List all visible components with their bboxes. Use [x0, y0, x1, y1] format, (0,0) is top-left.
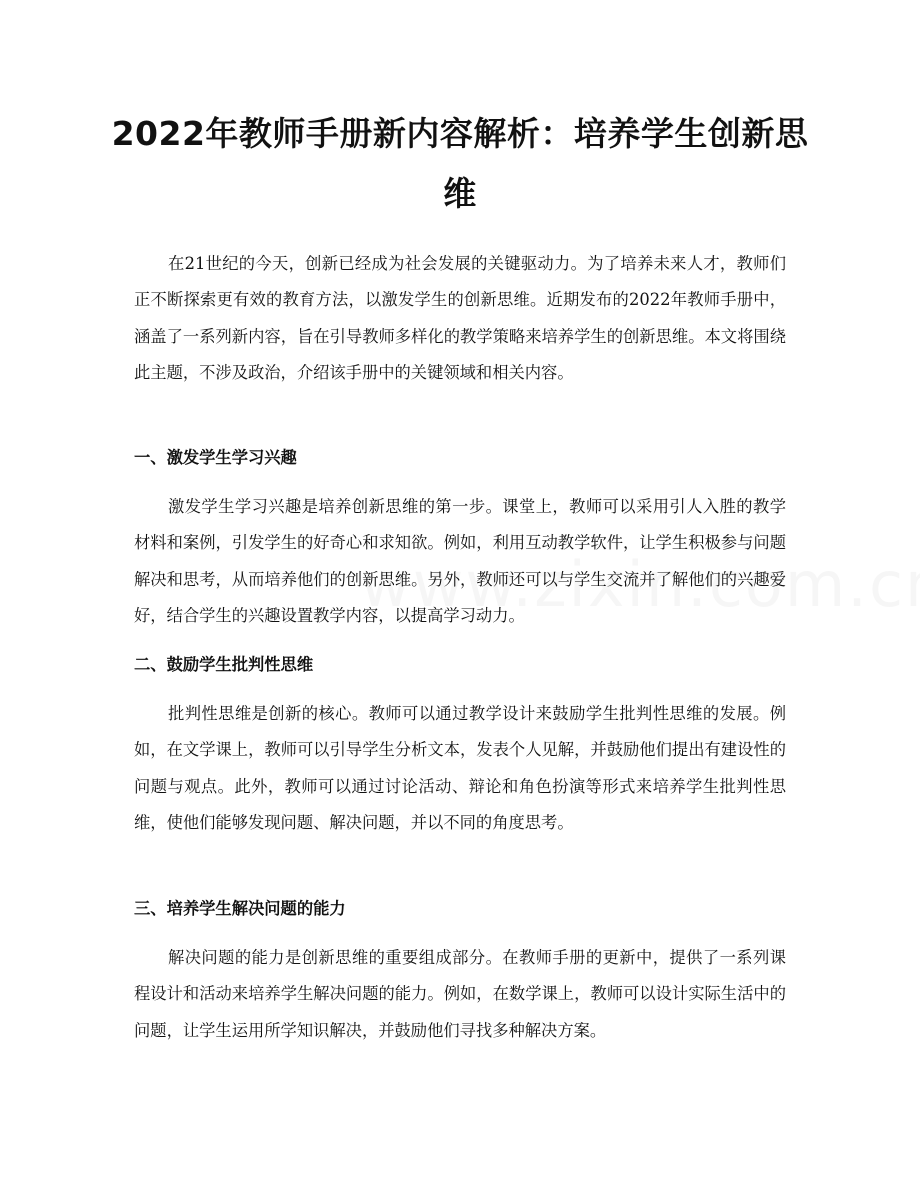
section-heading-3: 三、培养学生解决问题的能力 — [134, 899, 346, 918]
section-heading-1: 一、激发学生学习兴趣 — [134, 448, 297, 467]
page-title: 2022年教师手册新内容解析：培养学生创新思维 — [111, 114, 809, 213]
section-heading-2: 二、鼓励学生批判性思维 — [134, 655, 314, 674]
intro-paragraph: 在21世纪的今天，创新已经成为社会发展的关键驱动力。为了培养未来人才，教师们正不断探索更有效的教育方法，以激发学生的创新思维。近期发布的2022年教师手册中，涵盖了一系列新内容，旨在引导教师多样化的教学策略来培养学生的创新思维。本文将围绕此主题，不涉及政治，介绍该手册中的关键领域和相关内容。 — [134, 254, 786, 382]
section-body-3: 解决问题的能力是创新思维的重要组成部分。在教师手册的更新中，提供了一系列课程设计和活动来培养学生解决问题的能力。例如，在数学课上，教师可以设计实际生活中的问题，让学生运用所学知识解决，并鼓励他们寻找多种解决方案。 — [134, 948, 786, 1040]
section-body-2: 批判性思维是创新的核心。教师可以通过教学设计来鼓励学生批判性思维的发展。例如，在文学课上，教师可以引导学生分析文本，发表个人见解，并鼓励他们提出有建设性的问题与观点。此外，教师可以通过讨论活动、辩论和角色扮演等形式来培养学生批判性思维，使他们能够发现问题、解决问题，并以不同的角度思考。 — [134, 704, 786, 832]
section-body-1: 激发学生学习兴趣是培养创新思维的第一步。课堂上，教师可以采用引人入胜的教学材料和案例，引发学生的好奇心和求知欲。例如，利用互动教学软件，让学生积极参与问题解决和思考，从而培养他们的创新思维。另外，教师还可以与学生交流并了解他们的兴趣爱好，结合学生的兴趣设置教学内容，以提高学习动力。 — [134, 497, 786, 625]
